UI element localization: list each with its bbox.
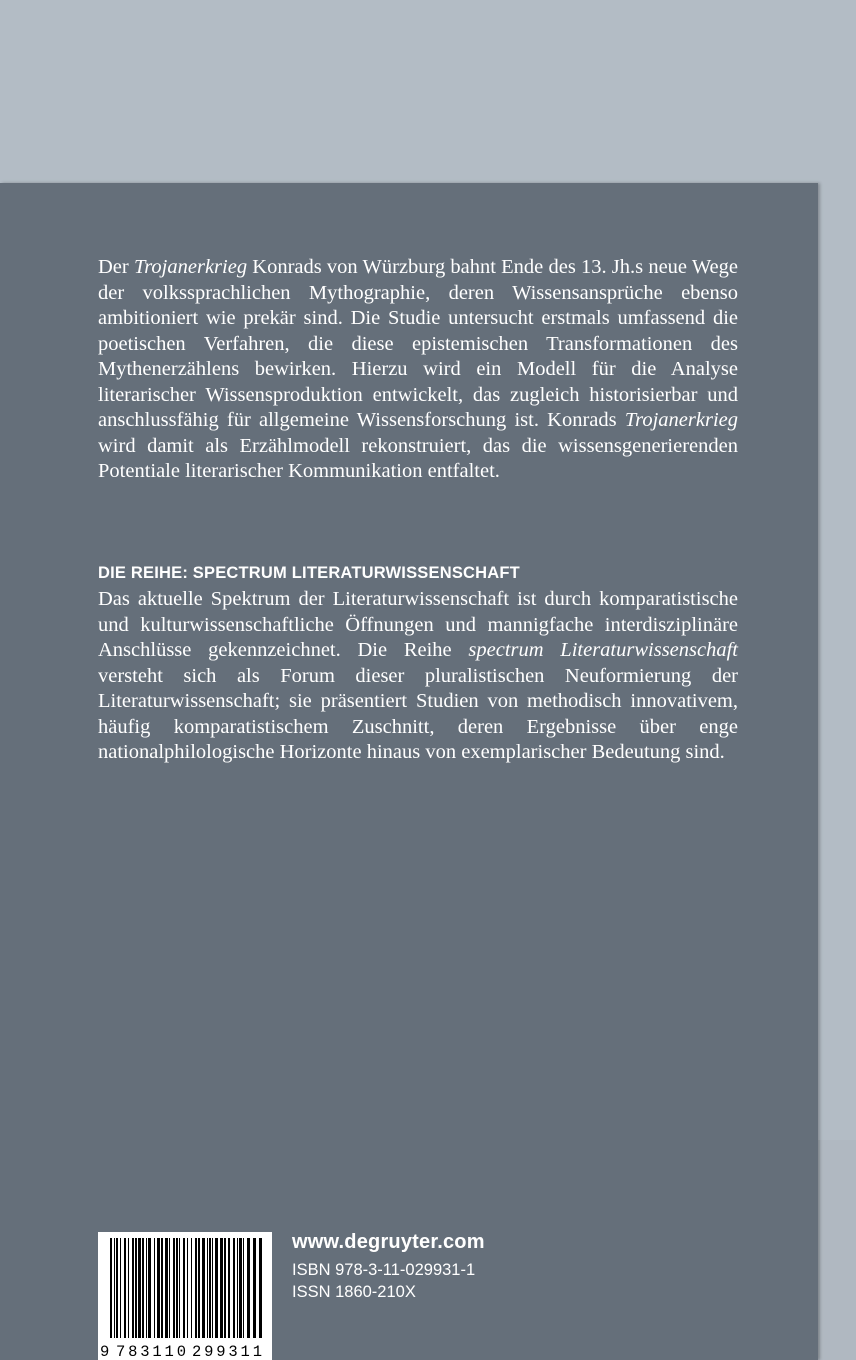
backdrop-right-edge [820, 1140, 856, 1360]
barcode-bar [148, 1238, 151, 1338]
barcode-bar [239, 1238, 242, 1338]
barcode-graphic [98, 1232, 272, 1360]
barcode-bar [142, 1238, 144, 1338]
barcode-bar [220, 1238, 223, 1338]
barcode-bar [233, 1238, 235, 1338]
barcode-bar [154, 1238, 155, 1338]
barcode-bar [124, 1238, 126, 1338]
barcode-bar [116, 1238, 118, 1338]
barcode-bar [191, 1238, 192, 1338]
publisher-info [292, 1231, 485, 1303]
barcode-bar [110, 1238, 112, 1338]
barcode-bar [179, 1238, 180, 1338]
blurb-text-run: Konrads von Würzburg bahnt Ende des 13. Jh.s neue Wege der volkssprachlichen Mythographie, deren Wissensansprüche ebenso ambitioniert wie prekär sind. Die Studie untersucht erstmals umfassend die poetischen Verfahren, die diese epistemischen Transformationen des Mythenerzählens bewirken. Hierzu wird ein Modell für die Analyse literarischer Wissensproduktion entwickelt, das zugleich historisierbar und anschlussfähig für allgemeine Wissensforschung ist. Konrads [98, 256, 739, 431]
barcode-lead-digit: 9 [100, 1343, 110, 1360]
barcode-bar [114, 1238, 115, 1338]
barcode-bar [146, 1238, 147, 1338]
barcode-bar [169, 1238, 170, 1338]
barcode-right-digits: 299311 [192, 1343, 262, 1360]
barcode-bar [173, 1238, 175, 1338]
barcode-bar [165, 1238, 168, 1338]
barcode-bar [212, 1238, 213, 1338]
barcode-bar [202, 1238, 205, 1338]
series-description [98, 587, 738, 766]
series-heading: DIE REIHE: SPECTRUM LITERATURWISSENSCHAFT [98, 564, 520, 582]
issn-number: ISSN 1860-210X [292, 1283, 416, 1301]
barcode-bar [209, 1238, 211, 1338]
blurb-text-run: wird damit als Erzählmodell rekonstruiert, das die wissensgenerierenden Potentiale literarischer Kommunikation entfaltet. [98, 434, 738, 482]
series-text-run: versteht sich als Forum dieser pluralistischen Neuformierung der Literaturwissenschaft; sie präsentiert Studien von methodisch innovativem, häufig komparatistischem Zuschnitt, deren Ergebnisse über enge nationalphilologische Horizonte hinaus von exemplarischer Bedeutung sind. [98, 664, 738, 763]
blurb-paragraph [98, 255, 738, 485]
barcode-bar [195, 1238, 197, 1338]
book-blurb [98, 255, 738, 485]
series-text-run: Das aktuelle Spektrum der Literaturwissenschaft ist durch komparatistische und kulturwissenschaftliche Öffnungen und mannigfache interdisziplinäre Anschlüsse gekennzeichnet. Die Reihe [98, 588, 738, 661]
publisher-url[interactable]: www.degruyter.com [292, 1231, 485, 1253]
barcode-bar [247, 1238, 250, 1338]
isbn-number: ISBN 978-3-11-029931-1 [292, 1261, 476, 1279]
barcode-bar [253, 1238, 256, 1338]
barcode-bar [128, 1238, 129, 1338]
barcode-bar [215, 1238, 218, 1338]
barcode-bar [183, 1238, 185, 1338]
barcode-bar [135, 1238, 137, 1338]
barcode-bar [138, 1238, 141, 1338]
barcode-bar [198, 1238, 200, 1338]
barcode-bar [259, 1238, 262, 1338]
barcode-bar [237, 1238, 238, 1338]
series-paragraph [98, 587, 738, 766]
isbn-barcode [98, 1232, 272, 1360]
barcode-left-digits: 783110 [116, 1343, 186, 1360]
barcode-bar [120, 1238, 121, 1338]
barcode-bars [110, 1238, 262, 1338]
barcode-bar [224, 1238, 226, 1338]
barcode-bar [207, 1238, 208, 1338]
barcode-bar [176, 1238, 178, 1338]
barcode-bar [157, 1238, 160, 1338]
blurb-text-run: Der [98, 256, 134, 278]
barcode-bar [228, 1238, 230, 1338]
blurb-text-run: Trojanerkrieg [133, 256, 248, 278]
barcode-bar [243, 1238, 244, 1338]
book-back-cover [0, 183, 818, 1360]
blurb-text-run: Trojanerkrieg [624, 409, 738, 431]
barcode-bar [161, 1238, 163, 1338]
barcode-bar [187, 1238, 188, 1338]
series-text-run: spectrum Literaturwissenschaft [468, 639, 738, 661]
barcode-bar [132, 1238, 134, 1338]
